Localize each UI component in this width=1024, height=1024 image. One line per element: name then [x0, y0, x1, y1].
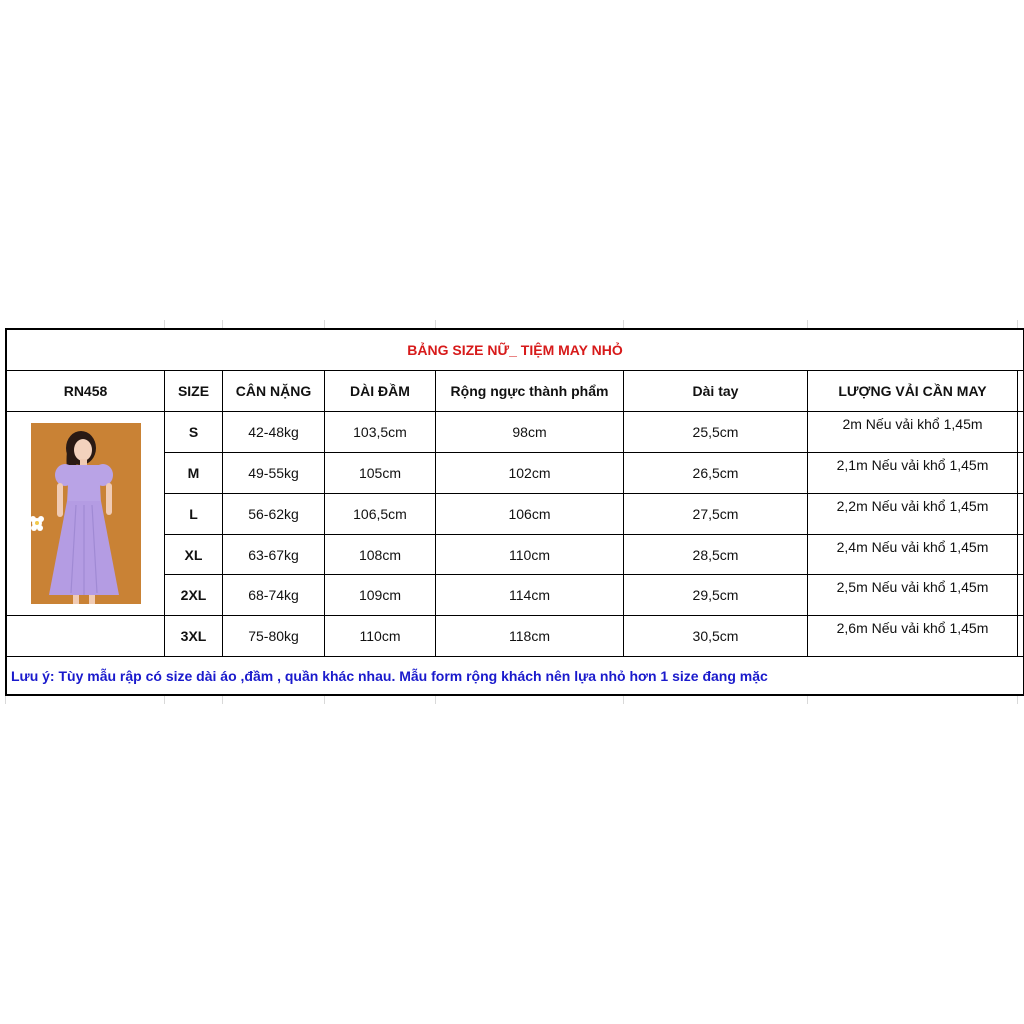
row-3xl-size: 3XL: [165, 616, 223, 657]
header-product-code: RN458: [7, 371, 165, 412]
row-l-fabric: 2,2m Nếu vải khổ 1,45m: [808, 494, 1018, 535]
row-xl-chest: 110cm: [436, 535, 624, 575]
row-m-sleeve: 26,5cm: [624, 453, 808, 494]
row-2xl-weight: 68-74kg: [223, 575, 325, 616]
row-s-chest: 98cm: [436, 412, 624, 453]
row-3xl-fabric: 2,6m Nếu vải khổ 1,45m: [808, 616, 1018, 657]
row-xl-fabric: 2,4m Nếu vải khổ 1,45m: [808, 535, 1018, 575]
lavender-dress-model-image: [31, 423, 141, 604]
row-s-extra: [1018, 412, 1024, 453]
row-3xl-weight: 75-80kg: [223, 616, 325, 657]
row-l-size: L: [165, 494, 223, 535]
row-s-weight: 42-48kg: [223, 412, 325, 453]
row-xl-size: XL: [165, 535, 223, 575]
product-photo-cell: [7, 412, 165, 616]
header-weight: CÂN NẶNG: [223, 371, 325, 412]
row-l-extra: [1018, 494, 1024, 535]
row-3xl-chest: 118cm: [436, 616, 624, 657]
row-s-length: 103,5cm: [325, 412, 436, 453]
row-2xl-length: 109cm: [325, 575, 436, 616]
row-2xl-extra: [1018, 575, 1024, 616]
row-m-fabric: 2,1m Nếu vải khổ 1,45m: [808, 453, 1018, 494]
product-photo: [31, 423, 141, 604]
row-3xl-empty-photo-cell: [7, 616, 165, 657]
row-l-chest: 106cm: [436, 494, 624, 535]
row-2xl-fabric: 2,5m Nếu vải khổ 1,45m: [808, 575, 1018, 616]
header-dress-length: DÀI ĐẦM: [325, 371, 436, 412]
row-xl-sleeve: 28,5cm: [624, 535, 808, 575]
row-s-fabric: 2m Nếu vải khổ 1,45m: [808, 412, 1018, 453]
row-xl-extra: [1018, 535, 1024, 575]
row-l-sleeve: 27,5cm: [624, 494, 808, 535]
row-m-weight: 49-55kg: [223, 453, 325, 494]
row-2xl-chest: 114cm: [436, 575, 624, 616]
header-chest-width: Rộng ngực thành phẩm: [436, 371, 624, 412]
row-3xl-extra: [1018, 616, 1024, 657]
row-l-length: 106,5cm: [325, 494, 436, 535]
row-2xl-sleeve: 29,5cm: [624, 575, 808, 616]
row-s-size: S: [165, 412, 223, 453]
header-extra-column: [1018, 371, 1024, 412]
row-m-chest: 102cm: [436, 453, 624, 494]
size-table: [5, 328, 1024, 696]
row-3xl-length: 110cm: [325, 616, 436, 657]
row-m-size: M: [165, 453, 223, 494]
row-3xl-sleeve: 30,5cm: [624, 616, 808, 657]
row-xl-weight: 63-67kg: [223, 535, 325, 575]
header-sleeve-length: Dài tay: [624, 371, 808, 412]
row-2xl-size: 2XL: [165, 575, 223, 616]
row-m-extra: [1018, 453, 1024, 494]
header-size: SIZE: [165, 371, 223, 412]
row-s-sleeve: 25,5cm: [624, 412, 808, 453]
table-title: BẢNG SIZE NỮ_ TIỆM MAY NHỎ: [7, 330, 1024, 371]
row-m-length: 105cm: [325, 453, 436, 494]
size-note: Lưu ý: Tùy mẫu rập có size dài áo ,đầm , quần khác nhau. Mẫu form rộng khách nên lựa nhỏ hơn 1 size đang mặc: [7, 657, 1024, 696]
header-fabric-amount: LƯỢNG VẢI CẦN MAY: [808, 371, 1018, 412]
row-xl-length: 108cm: [325, 535, 436, 575]
row-l-weight: 56-62kg: [223, 494, 325, 535]
